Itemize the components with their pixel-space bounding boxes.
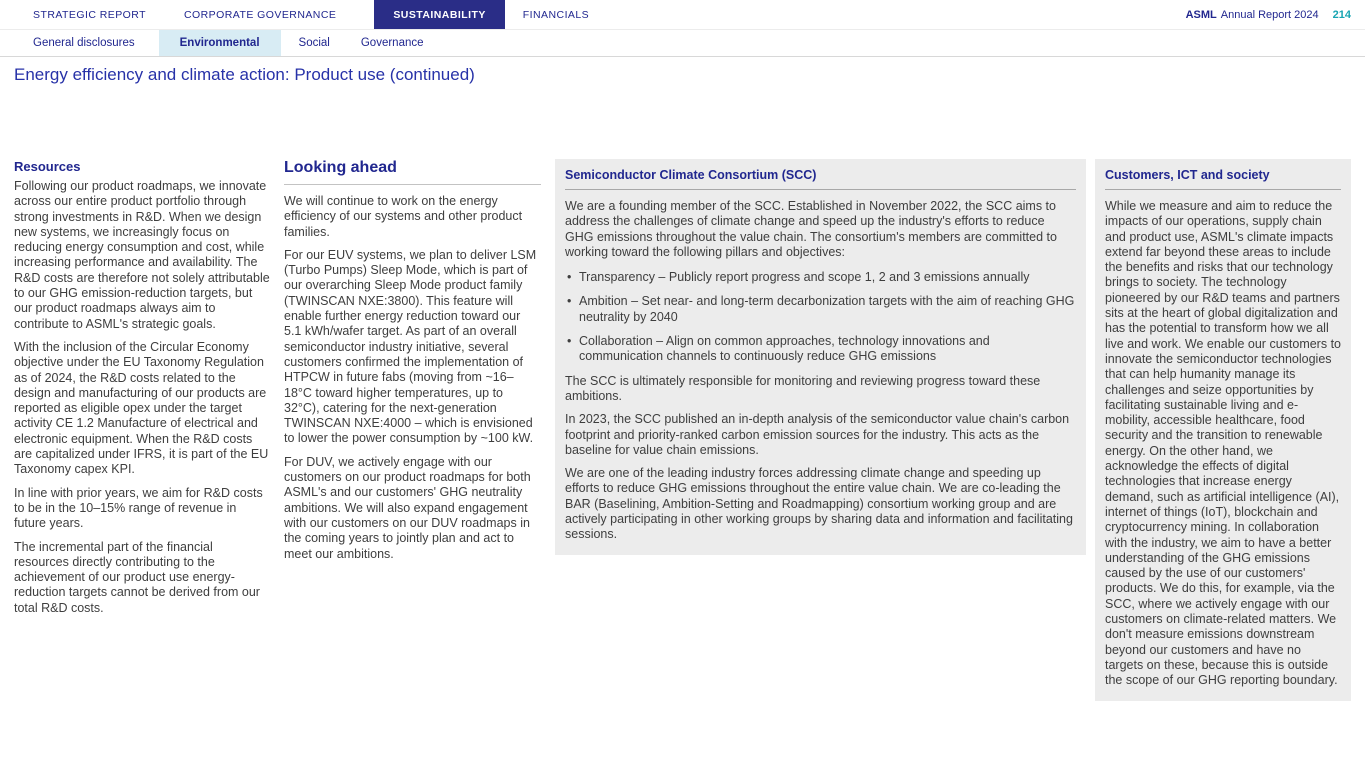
looking-ahead-paragraph: We will continue to work on the energy efficiency of our systems and other product families. [284,194,523,239]
customers-heading: Customers, ICT and society [1105,168,1341,190]
subtab-social[interactable]: Social [298,37,330,49]
looking-ahead-column [284,159,541,570]
scc-intro: We are a founding member of the SCC. Established in November 2022, the SCC aims to address the challenges of climate change and speed up the industry's efforts to reduce GHG emissions throughout the value chain. The consortium's members are committed to working toward the following pillars and objectives: [565,199,1057,259]
resources-heading: Resources [14,159,81,174]
resources-paragraph: In line with prior years, we aim for R&D costs to be in the 10–15% range of revenue in future years. [14,485,263,531]
scc-paragraph: In 2023, the SCC published an in-depth analysis of the semiconductor value chain's carbon footprint and priority-ranked carbon emission sources for the industry. This acts as the baseline for value chain emissions. [565,412,1070,457]
looking-ahead-heading: Looking ahead [284,159,541,185]
subtab-governance[interactable]: Governance [360,37,424,49]
page-number: 214 [1332,8,1351,21]
resources-paragraph: With the inclusion of the Circular Economy objective under the EU Taxonomy Regulation as of 2024, the R&D costs related to the design and manufacturing of our products are reported as eligible opex under the target activity CE 1.2 Manufacture of electrical and electronic equipment. When the R&D costs are capitalized under IFRS, it is part of the EU Taxonomy capex KPI. [14,339,269,477]
page-content [0,64,1365,701]
scc-bullet: • Transparency – Publicly report progress and scope 1, 2 and 3 emissions annually [565,270,1076,285]
sub-nav [0,30,1365,57]
looking-ahead-paragraph: For our EUV systems, we plan to deliver LSM (Turbo Pumps) Sleep Mode, which is part of our overarching Sleep Mode product family (TWINSCAN NXE:3800). This feature will enable further energy reduction toward our 5.1 kWh/wafer target. As part of an overall semiconductor industry initiative, several customers confirmed the implementation of HTPCW in future fabs (moving from ~16–18°C toward higher temperatures, up to 32°C), catering for the next-generation TWINSCAN NXE:4000 – which is envisioned to lower the power consumption by ~100 kW. [284,247,537,446]
resources-paragraph: Following our product roadmaps, we innovate across our entire product portfolio through strong investments in R&D. When we design new systems, we increasingly focus on reducing energy consumption and cost, while increasing performance and availability. The R&D costs are therefore not solely attributable to our GHG emission-reduction targets, but our product roadmaps always aim to contribute to ASML's strategic goals. [14,179,270,331]
tab-strategic-report[interactable]: STRATEGIC REPORT [33,8,146,21]
subtab-general-disclosures[interactable]: General disclosures [33,37,135,49]
scc-bullet: • Collaboration – Align on common approaches, technology innovations and communication channels to continuously reduce GHG emissions [565,334,1076,365]
tab-sustainability[interactable]: SUSTAINABILITY [374,0,504,29]
top-nav-tabs [0,0,627,29]
customers-body: While we measure and aim to reduce the impacts of our operations, supply chain and product use, ASML's climate impacts extend far beyond these areas to include the benefits and risks that our technology brings to society. The technology pioneered by our R&D teams and partners sits at the heart of global digitalization and has the potential to transform how we all live and work. We enable our customers to innovate the semiconductor technologies that can help humanity manage its challenges and seize opportunities by facilitating sustainable living and e-mobility, accessible healthcare, food security and the transition to renewable energy. On the other hand, we acknowledge the effects of digital technologies that increase energy demand, such as artificial intelligence (AI), internet of things (IoT), blockchain and cryptocurrency mining. In collaboration with the industry, we aim to have a better understanding of the GHG emissions caused by the use of our customers' products. We do this, for example, via the SCC, where we actively engage with our customers on climate-related matters. We don't measure emissions downstream beyond our customers and have no targets on these, because this is outside the scope of our GHG reporting boundary. [1105,199,1341,688]
scc-panel [555,159,1086,555]
tab-financials[interactable]: FINANCIALS [522,8,590,21]
resources-paragraph: The incremental part of the financial resources directly contributing to the achievement of our product use energy-reduction targets cannot be derived from our total R&D costs. [14,539,260,615]
report-title: Annual Report 2024 [1220,8,1319,21]
report-identifier [1186,0,1365,29]
scc-paragraph: We are one of the leading industry forces addressing climate change and speeding up efforts to reduce GHG emissions throughout the entire value chain. We are co-leading the BAR (Baselining, Ambition-Setting and Roadmapping) consortium working group and are actively participating in other working groups by sharing data and information and facilitating sessions. [565,466,1073,542]
customers-panel [1095,159,1351,701]
page-title: Energy efficiency and climate action: Product use (continued) [14,65,475,84]
resources-column [14,159,271,624]
scc-heading: Semiconductor Climate Consortium (SCC) [565,168,1076,190]
scc-paragraph: The SCC is ultimately responsible for monitoring and reviewing progress toward these ambitions. [565,373,1041,403]
looking-ahead-paragraph: For DUV, we actively engage with our customers on our product roadmaps for both ASML's and our customers' GHG neutrality ambitions. We will also expand engagement with our customers on our DUV roadmaps in the coming years to jointly plan and act to meet our ambitions. [284,454,531,561]
tab-corporate-governance[interactable]: CORPORATE GOVERNANCE [184,8,337,21]
subtab-environmental[interactable]: Environmental [159,30,281,56]
scc-bullet: • Ambition – Set near- and long-term decarbonization targets with the aim of reaching GHG neutrality by 2040 [565,294,1076,325]
report-brand: ASML [1185,8,1217,21]
top-nav [0,0,1365,30]
content-columns [14,159,1365,701]
